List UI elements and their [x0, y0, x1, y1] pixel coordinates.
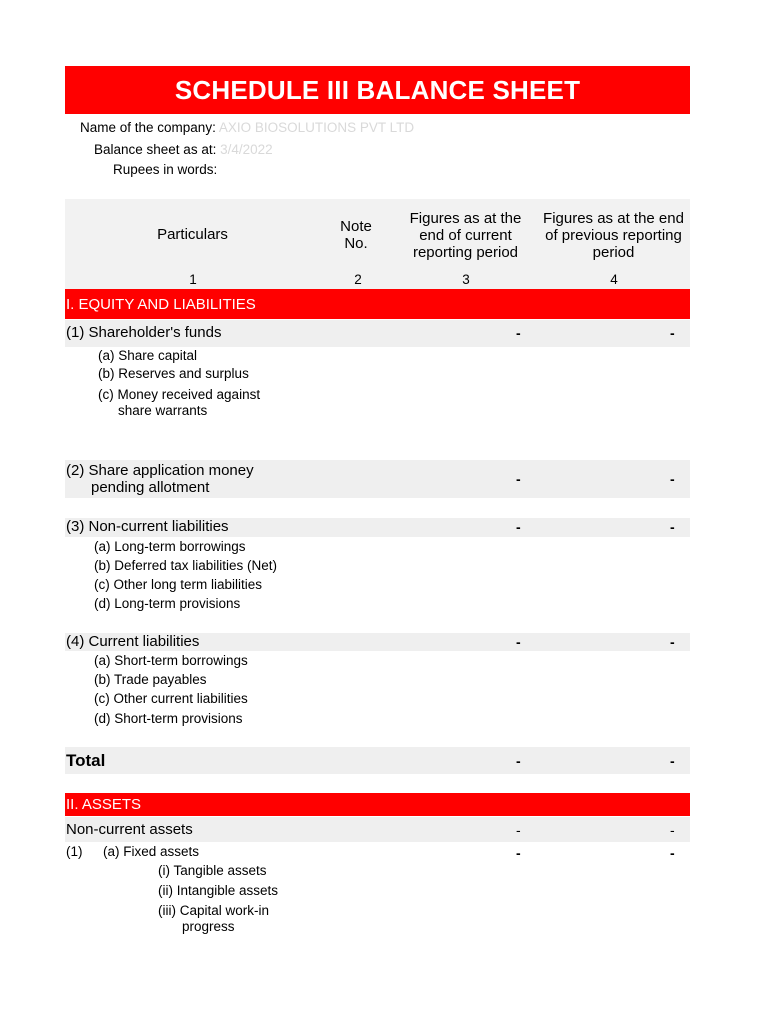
column-number-3: 3 — [462, 272, 470, 287]
shareholders-funds-previous[interactable]: - — [670, 325, 675, 341]
total-current[interactable]: - — [516, 753, 521, 769]
capital-wip-item: (iii) Capital work-in progress — [158, 903, 270, 934]
long-term-borrowings-item: (a) Long-term borrowings — [94, 539, 246, 554]
rupees-in-words-label: Rupees in words: — [113, 162, 218, 177]
column-number-4: 4 — [610, 272, 618, 287]
shareholders-funds-label: (1) Shareholder's funds — [66, 324, 222, 341]
money-received-item: (c) Money received against share warrants — [98, 387, 261, 418]
balance-date-label: Balance sheet as at: — [94, 142, 217, 157]
noncurrent-assets-label: Non-current assets — [66, 821, 193, 838]
company-name-value[interactable]: AXIO BIOSOLUTIONS PVT LTD — [218, 120, 415, 135]
total-row — [65, 747, 690, 774]
company-name-row — [80, 120, 414, 135]
shareholders-funds-current[interactable]: - — [516, 325, 521, 341]
share-capital-item: (a) Share capital — [98, 348, 198, 363]
page-title: SCHEDULE III BALANCE SHEET — [65, 66, 690, 114]
company-name-label: Name of the company: — [80, 120, 216, 135]
noncurrent-liabilities-previous[interactable]: - — [670, 519, 675, 535]
current-liabilities-previous[interactable]: - — [670, 634, 675, 650]
short-term-borrowings-item: (a) Short-term borrowings — [94, 653, 248, 668]
total-label: Total — [66, 751, 106, 770]
long-term-provisions-item: (d) Long-term provisions — [94, 596, 241, 611]
header-current-period: Figures as at the end of current reporting period — [409, 210, 522, 261]
share-application-previous[interactable]: - — [670, 471, 675, 487]
current-liabilities-label: (4) Current liabilities — [66, 633, 200, 650]
share-application-current[interactable]: - — [516, 471, 521, 487]
other-current-liabilities-item: (c) Other current liabilities — [94, 691, 248, 706]
tangible-assets-item: (i) Tangible assets — [158, 863, 267, 878]
balance-date-row — [94, 142, 273, 157]
fixed-assets-current[interactable]: - — [516, 845, 521, 861]
reserves-surplus-item: (b) Reserves and surplus — [98, 366, 249, 381]
balance-date-value[interactable]: 3/4/2022 — [220, 142, 273, 157]
column-number-2: 2 — [354, 272, 362, 287]
fixed-assets-number: (1) — [66, 844, 83, 859]
noncurrent-liabilities-current[interactable]: - — [516, 519, 521, 535]
noncurrent-assets-current[interactable]: - — [516, 822, 521, 838]
equity-liabilities-heading: I. EQUITY AND LIABILITIES — [65, 289, 690, 319]
header-particulars: Particulars — [157, 226, 228, 243]
header-note-no: Note No. — [340, 218, 372, 252]
noncurrent-liabilities-label: (3) Non-current liabilities — [66, 518, 229, 535]
other-long-term-liabilities-item: (c) Other long term liabilities — [94, 577, 263, 592]
noncurrent-assets-previous[interactable]: - — [670, 822, 675, 838]
column-number-1: 1 — [189, 272, 197, 287]
intangible-assets-item: (ii) Intangible assets — [158, 883, 279, 898]
total-previous[interactable]: - — [670, 753, 675, 769]
short-term-provisions-item: (d) Short-term provisions — [94, 711, 243, 726]
fixed-assets-label: (a) Fixed assets — [103, 844, 200, 859]
assets-heading: II. ASSETS — [65, 793, 690, 816]
trade-payables-item: (b) Trade payables — [94, 672, 207, 687]
header-previous-period: Figures as at the end of previous reporting period — [543, 210, 684, 261]
current-liabilities-current[interactable]: - — [516, 634, 521, 650]
share-application-label: (2) Share application money pending allotment — [66, 462, 254, 496]
deferred-tax-item: (b) Deferred tax liabilities (Net) — [94, 558, 278, 573]
fixed-assets-previous[interactable]: - — [670, 845, 675, 861]
